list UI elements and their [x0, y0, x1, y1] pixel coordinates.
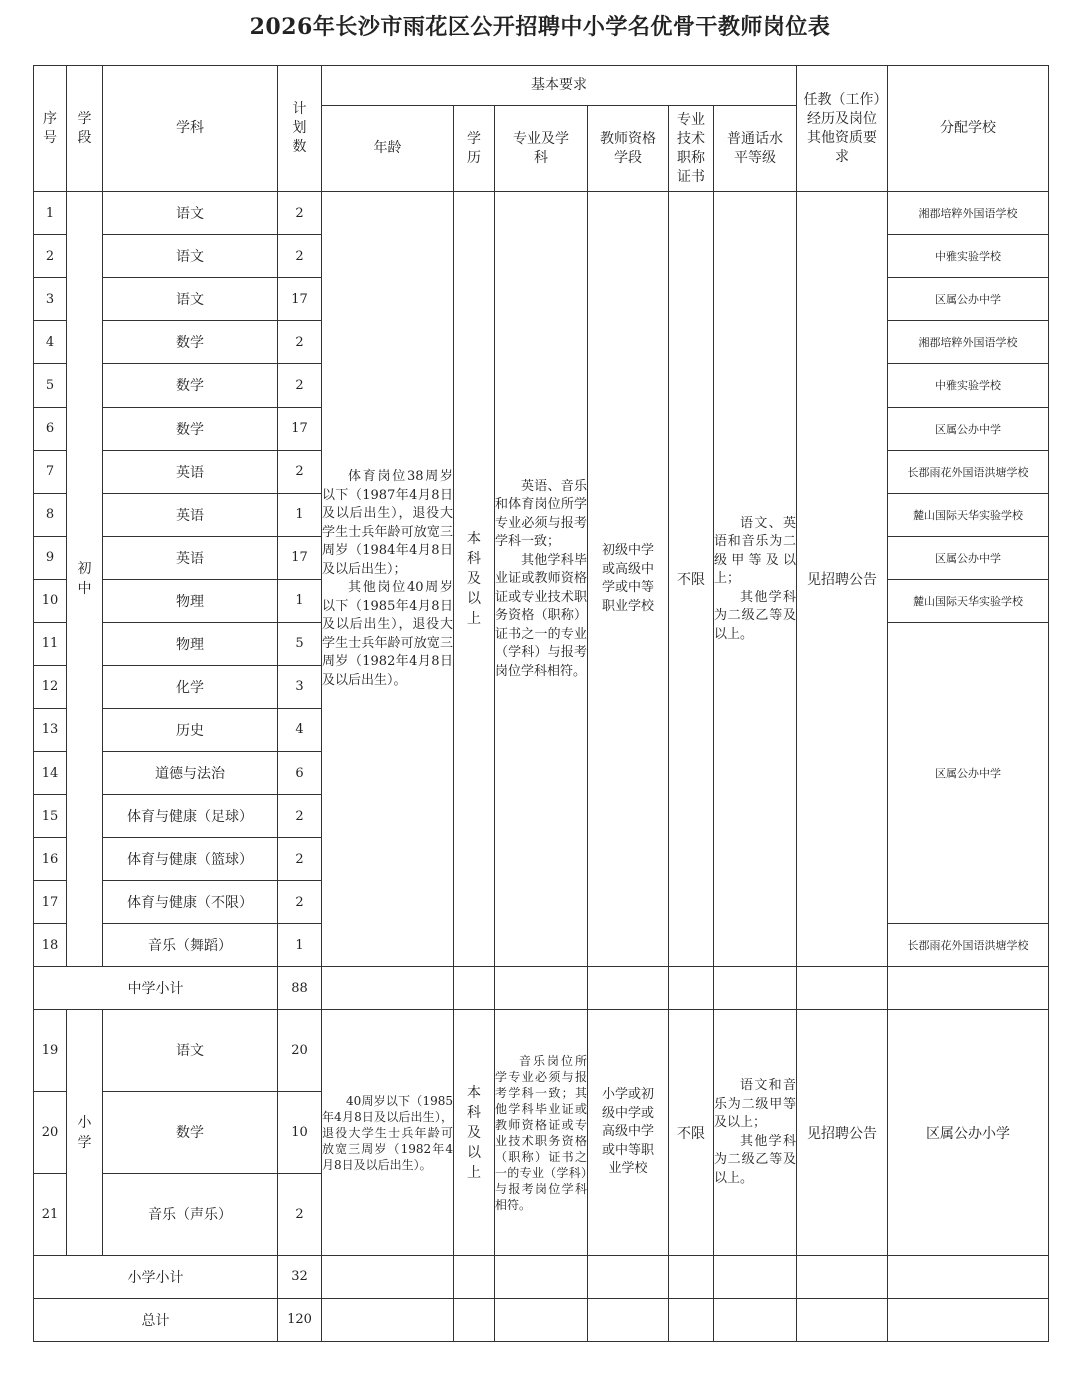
plan-cell: 1 — [278, 924, 322, 967]
school-cell: 中雅实验学校 — [888, 364, 1049, 407]
header-mandarin: 普通话水平等级 — [714, 106, 797, 192]
major-paragraph: 音乐岗位所学专业必须与报考学科一致；其他学科毕业证或教师资格证或专业技术职务资格（职称）证书之一的专业（学科）与报考岗位学科相符。 — [495, 1053, 587, 1212]
plan-cell: 6 — [278, 752, 322, 795]
row-number: 14 — [34, 752, 67, 795]
row-number: 20 — [34, 1091, 67, 1173]
age-requirement-primary — [322, 1010, 454, 1255]
row-number: 19 — [34, 1010, 67, 1091]
row-number: 3 — [34, 278, 67, 321]
empty-cell — [714, 1298, 797, 1341]
row-number: 7 — [34, 450, 67, 493]
empty-cell — [669, 1255, 714, 1298]
empty-cell — [797, 1255, 888, 1298]
school-cell: 区属公办中学 — [888, 278, 1049, 321]
plan-cell: 10 — [278, 1091, 322, 1173]
school-cell: 区属公办中学 — [888, 536, 1049, 579]
title-cert-primary: 不限 — [669, 1010, 714, 1255]
stage-middle: 初中 — [67, 192, 103, 967]
plan-cell: 1 — [278, 493, 322, 536]
age-paragraph: 40周岁以下（1985年4月8日及以后出生），退役大学生士兵年龄可放宽三周岁（1982年4月8日及以后出生）。 — [322, 1093, 453, 1172]
plan-cell: 5 — [278, 622, 322, 665]
empty-cell — [888, 967, 1049, 1010]
empty-cell — [454, 1298, 495, 1341]
plan-cell: 2 — [278, 192, 322, 235]
school-cell: 湘郡培粹外国语学校 — [888, 192, 1049, 235]
row-number: 9 — [34, 536, 67, 579]
mandarin-paragraph: 其他学科为二级乙等及以上。 — [714, 589, 796, 642]
education-primary: 本科及以上 — [454, 1010, 495, 1255]
total-value: 120 — [278, 1298, 322, 1341]
positions-table — [33, 65, 1049, 1342]
plan-cell: 17 — [278, 278, 322, 321]
subject-cell: 英语 — [103, 493, 278, 536]
empty-cell — [669, 967, 714, 1010]
subject-cell: 音乐（声乐） — [103, 1173, 278, 1255]
subject-cell: 体育与健康（不限） — [103, 881, 278, 924]
row-number: 8 — [34, 493, 67, 536]
header-experience: 任教（工作）经历及岗位其他资质要求 — [797, 66, 888, 192]
empty-cell — [322, 1255, 454, 1298]
plan-cell: 17 — [278, 407, 322, 450]
empty-cell — [714, 1255, 797, 1298]
empty-cell — [588, 1255, 669, 1298]
subject-cell: 数学 — [103, 321, 278, 364]
plan-cell: 2 — [278, 838, 322, 881]
title-cert-middle: 不限 — [669, 192, 714, 967]
school-cell: 区属公办中学 — [888, 407, 1049, 450]
middle-subtotal-value: 88 — [278, 967, 322, 1010]
plan-cell: 2 — [278, 881, 322, 924]
age-requirement-middle — [322, 192, 454, 967]
subject-cell: 体育与健康（足球） — [103, 795, 278, 838]
row-number: 16 — [34, 838, 67, 881]
empty-cell — [454, 1255, 495, 1298]
empty-cell — [454, 967, 495, 1010]
plan-cell: 1 — [278, 579, 322, 622]
plan-cell: 20 — [278, 1010, 322, 1091]
row-number: 2 — [34, 235, 67, 278]
subject-cell: 体育与健康（篮球） — [103, 838, 278, 881]
subject-cell: 语文 — [103, 278, 278, 321]
row-number: 4 — [34, 321, 67, 364]
empty-cell — [495, 1255, 588, 1298]
plan-cell: 2 — [278, 235, 322, 278]
header-education: 学历 — [454, 106, 495, 192]
row-number: 13 — [34, 708, 67, 751]
plan-cell: 2 — [278, 795, 322, 838]
age-paragraph: 其他岗位40周岁以下（1985年4月8日及以后出生），退役大学生士兵年龄可放宽三周岁（1982年4月8日及以后出生）。 — [322, 580, 453, 688]
header-major: 专业及学科 — [495, 106, 588, 192]
major-paragraph: 英语、音乐和体育岗位所学专业必须与报考学科一致； — [495, 478, 587, 549]
subject-cell: 数学 — [103, 407, 278, 450]
subject-cell: 语文 — [103, 192, 278, 235]
major-paragraph: 其他学科毕业证或教师资格证或专业技术职务资格（职称）证书之一的专业（学科）与报考岗位学科相符。 — [495, 552, 587, 679]
school-cell: 区属公办小学 — [888, 1010, 1049, 1255]
plan-cell: 17 — [278, 536, 322, 579]
school-cell: 麓山国际天华实验学校 — [888, 579, 1049, 622]
age-paragraph: 体育岗位38周岁以下（1987年4月8日及以后出生），退役大学生士兵年龄可放宽三周岁（1984年4月8日及以后出生）； — [322, 469, 453, 577]
school-cell: 麓山国际天华实验学校 — [888, 493, 1049, 536]
experience-middle: 见招聘公告 — [797, 192, 888, 967]
subject-cell: 英语 — [103, 450, 278, 493]
plan-cell: 2 — [278, 321, 322, 364]
row-number: 5 — [34, 364, 67, 407]
empty-cell — [322, 967, 454, 1010]
plan-cell: 3 — [278, 665, 322, 708]
subject-cell: 数学 — [103, 364, 278, 407]
primary-subtotal-value: 32 — [278, 1255, 322, 1298]
row-number: 11 — [34, 622, 67, 665]
header-teacher-cert: 教师资格学段 — [588, 106, 669, 192]
school-cell: 长郡雨花外国语洪塘学校 — [888, 924, 1049, 967]
row-number: 1 — [34, 192, 67, 235]
row-number: 15 — [34, 795, 67, 838]
education-middle: 本科及以上 — [454, 192, 495, 967]
empty-cell — [797, 1298, 888, 1341]
row-number: 21 — [34, 1173, 67, 1255]
school-cell: 湘郡培粹外国语学校 — [888, 321, 1049, 364]
empty-cell — [495, 967, 588, 1010]
row-number: 10 — [34, 579, 67, 622]
row-number: 12 — [34, 665, 67, 708]
school-cell: 长郡雨花外国语洪塘学校 — [888, 450, 1049, 493]
primary-subtotal-label: 小学小计 — [34, 1255, 278, 1298]
plan-cell: 2 — [278, 364, 322, 407]
subject-cell: 物理 — [103, 622, 278, 665]
school-cell: 中雅实验学校 — [888, 235, 1049, 278]
header-seq: 序号 — [34, 66, 67, 192]
school-cell: 区属公办中学 — [888, 622, 1049, 923]
header-title-cert: 专业技术职称证书 — [669, 106, 714, 192]
teacher-cert-middle: 初级中学或高级中学或中等职业学校 — [588, 192, 669, 967]
empty-cell — [888, 1255, 1049, 1298]
empty-cell — [714, 967, 797, 1010]
row-number: 6 — [34, 407, 67, 450]
row-number: 18 — [34, 924, 67, 967]
middle-subtotal-label: 中学小计 — [34, 967, 278, 1010]
header-age: 年龄 — [322, 106, 454, 192]
subject-cell: 英语 — [103, 536, 278, 579]
plan-cell: 4 — [278, 708, 322, 751]
mandarin-paragraph: 语文、英语和音乐为二级甲等及以上； — [714, 515, 796, 586]
teacher-cert-primary: 小学或初级中学或高级中学或中等职业学校 — [588, 1010, 669, 1255]
empty-cell — [322, 1298, 454, 1341]
row-number: 17 — [34, 881, 67, 924]
plan-cell: 2 — [278, 1173, 322, 1255]
header-school: 分配学校 — [888, 66, 1049, 192]
subject-cell: 语文 — [103, 1010, 278, 1091]
total-label: 总计 — [34, 1298, 278, 1341]
major-requirement-middle — [495, 192, 588, 967]
subject-cell: 音乐（舞蹈） — [103, 924, 278, 967]
subject-cell: 道德与法治 — [103, 752, 278, 795]
empty-cell — [588, 1298, 669, 1341]
experience-primary: 见招聘公告 — [797, 1010, 888, 1255]
subject-cell: 物理 — [103, 579, 278, 622]
header-plan: 计划数 — [278, 66, 322, 192]
stage-primary: 小学 — [67, 1010, 103, 1255]
mandarin-paragraph: 其他学科为二级乙等及以上。 — [714, 1133, 796, 1186]
subject-cell: 语文 — [103, 235, 278, 278]
header-subject: 学科 — [103, 66, 278, 192]
plan-cell: 2 — [278, 450, 322, 493]
page-title: 2026年长沙市雨花区公开招聘中小学名优骨干教师岗位表 — [249, 14, 831, 40]
header-basic-requirements: 基本要求 — [322, 66, 797, 106]
mandarin-requirement-primary — [714, 1010, 797, 1255]
empty-cell — [669, 1298, 714, 1341]
empty-cell — [495, 1298, 588, 1341]
header-stage: 学段 — [67, 66, 103, 192]
major-requirement-primary — [495, 1010, 588, 1255]
mandarin-paragraph: 语文和音乐为二级甲等及以上； — [714, 1078, 796, 1131]
empty-cell — [888, 1298, 1049, 1341]
mandarin-requirement-middle — [714, 192, 797, 967]
subject-cell: 化学 — [103, 665, 278, 708]
subject-cell: 数学 — [103, 1091, 278, 1173]
subject-cell: 历史 — [103, 708, 278, 751]
empty-cell — [797, 967, 888, 1010]
empty-cell — [588, 967, 669, 1010]
